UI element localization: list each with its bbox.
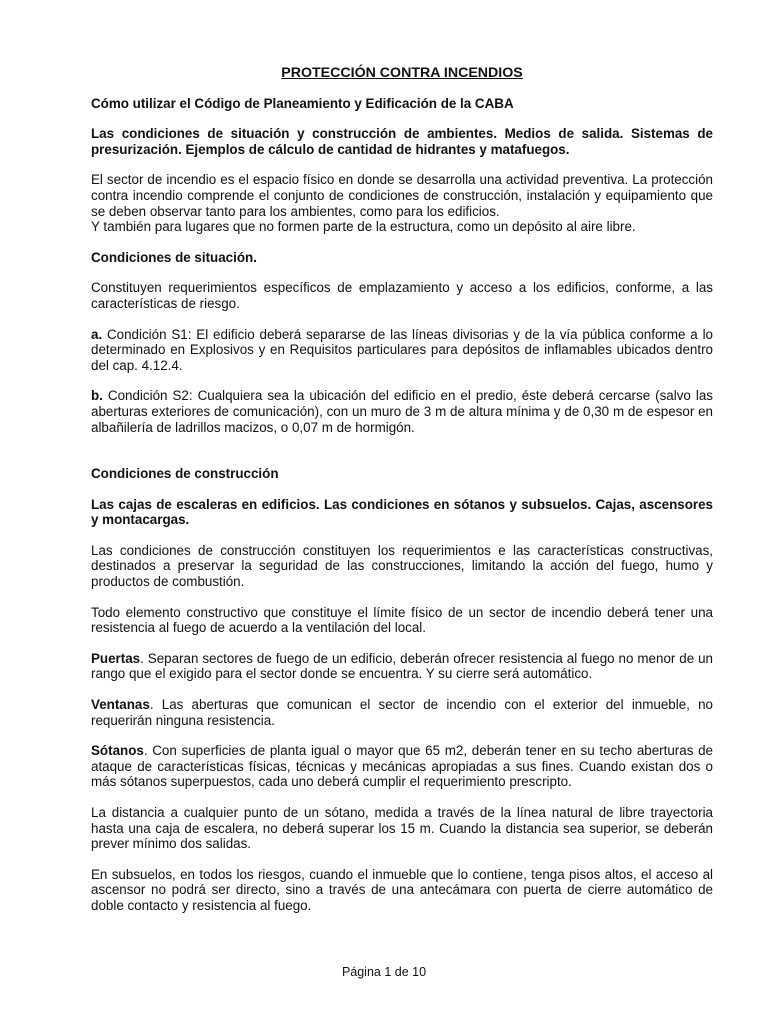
construccion-paragraph-2: Todo elemento constructivo que constituye el límite físico de un sector de incendio deberá tener una resistencia al fuego de acuerdo a la ventilación del local. bbox=[91, 604, 713, 636]
condicion-s2 bbox=[91, 388, 713, 435]
construccion-subheading: Las cajas de escaleras en edificios. Las condiciones en sótanos y subsuelos. Cajas, ascensores y montacargas. bbox=[91, 496, 713, 528]
construccion-paragraph-1: Las condiciones de construcción constituyen los requerimientos e las características constructivas, destinados a preservar la seguridad de las construcciones, limitando la acción del fuego, humo y productos de combustión. bbox=[91, 542, 713, 590]
distancia-paragraph: La distancia a cualquier punto de un sótano, medida a través de la línea natural de libre trayectoria hasta una caja de escalera, no deberá superar los 15 m. Cuando la distancia sea superior, se deberán prever mínimo dos salidas. bbox=[91, 805, 713, 852]
document-title: PROTECCIÓN CONTRA INCENDIOS bbox=[281, 65, 523, 81]
ventanas-text: . Las aberturas que comunican el sector de incendio con el exterior del inmueble, no requerirán ninguna resistencia. bbox=[91, 697, 713, 728]
condicion-s1-text: Condición S1: El edificio deberá separarse de las líneas divisorias y de la vía pública conforme a lo determinado en Explosivos y en Requisitos particulares para depósitos de inflamables ubicados dentro del cap. 4.12.4. bbox=[91, 326, 713, 373]
intro-bold-paragraph: Las condiciones de situación y construcción de ambientes. Medios de salida. Sistemas de presurización. Ejemplos de cálculo de cantidad de hidrantes y matafuegos. bbox=[91, 126, 713, 157]
sotanos-label: Sótanos bbox=[91, 743, 144, 759]
condicion-s1-label: a. bbox=[91, 326, 103, 342]
puertas-paragraph bbox=[91, 651, 713, 682]
situacion-heading: Condiciones de situación. bbox=[91, 249, 257, 265]
document-page bbox=[91, 66, 713, 929]
condicion-s2-text: Condición S2: Cualquiera sea la ubicación del edificio en el predio, éste deberá cercarse (salvo las aberturas exteriores de comunicación), con un muro de 3 m de altura mínima y de 0,30 m de espesor en albañilería de ladrillos macizos, o 0,07 m de hormigón. bbox=[91, 388, 713, 435]
situacion-paragraph: Constituyen requerimientos específicos de emplazamiento y acceso a los edificios, conforme, a las características de riesgo. bbox=[91, 280, 713, 311]
sotanos-text: . Con superficies de planta igual o mayor que 65 m2, deberán tener en su techo aberturas de ataque de características físicas, técnicas y mecánicas apropiadas a sus fines. Cuando existan dos o más sótanos superpuestos, cada uno deberá cumplir el requerimiento prescripto. bbox=[91, 743, 713, 790]
puertas-text: . Separan sectores de fuego de un edificio, deberán ofrecer resistencia al fuego no menor de un rango que el exigido para el sector donde se encuentra. Y su cierre será automático. bbox=[91, 650, 713, 682]
page-number: Página 1 de 10 bbox=[341, 965, 427, 979]
sotanos-paragraph bbox=[91, 743, 713, 790]
spacer bbox=[91, 450, 713, 466]
intro-paragraph-1: El sector de incendio es el espacio físico en donde se desarrolla una actividad preventiva. La protección contra incendio comprende el conjunto de condiciones de construcción, instalación y equipamiento que se deben observar tanto para los ambientes, como para los edificios. bbox=[91, 172, 713, 219]
ventanas-label: Ventanas bbox=[91, 697, 150, 713]
intro-paragraph bbox=[91, 172, 713, 234]
condicion-s1 bbox=[91, 327, 713, 374]
puertas-label: Puertas bbox=[91, 650, 141, 666]
condicion-s2-label: b. bbox=[91, 388, 103, 404]
ventanas-paragraph bbox=[91, 697, 713, 728]
construccion-heading: Condiciones de construcción bbox=[91, 466, 279, 482]
subsuelos-paragraph: En subsuelos, en todos los riesgos, cuando el inmueble que lo contiene, tenga pisos altos, el acceso al ascensor no podrá ser directo, sino a través de una antecámara con puerta de cierre automático de doble contacto y resistencia al fuego. bbox=[91, 866, 713, 913]
intro-paragraph-2: Y también para lugares que no formen parte de la estructura, como un depósito al aire libre. bbox=[91, 219, 636, 235]
document-subtitle: Cómo utilizar el Código de Planeamiento y Edificación de la CABA bbox=[91, 95, 514, 111]
